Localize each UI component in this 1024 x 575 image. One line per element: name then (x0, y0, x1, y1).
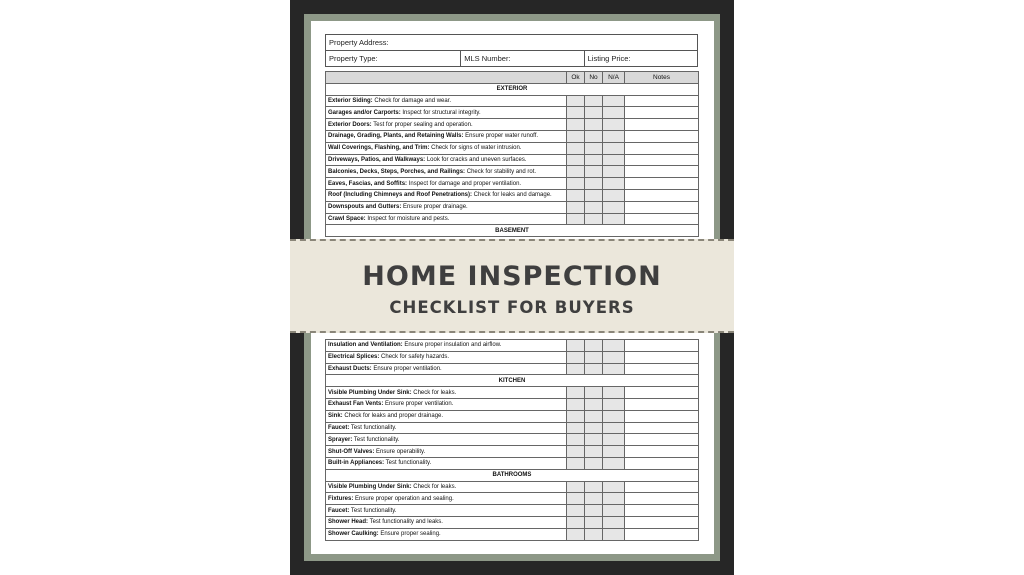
table-row (326, 213, 699, 225)
banner-subtitle: CHECKLIST FOR BUYERS (389, 298, 635, 317)
column-header-notes: Notes (625, 72, 699, 84)
item-description: Inspect for damage and proper ventilation. (407, 180, 522, 187)
checkbox-ok[interactable] (567, 130, 585, 142)
checklist-item (326, 130, 567, 142)
item-description: Test functionality. (384, 460, 432, 467)
checklist-item (326, 154, 567, 166)
checkbox-ok[interactable] (567, 434, 585, 446)
section-row (326, 225, 699, 237)
table-row (326, 516, 699, 528)
table-row (326, 178, 699, 190)
checklist-item (326, 410, 567, 422)
checklist-item (326, 189, 567, 201)
checklist-item (326, 446, 567, 458)
checklist-item (326, 119, 567, 131)
checkbox-na[interactable] (603, 516, 625, 528)
checkbox-na[interactable] (603, 446, 625, 458)
checklist-item (326, 95, 567, 107)
item-label: Exhaust Fan Vents: (328, 401, 384, 408)
checkbox-ok[interactable] (567, 178, 585, 190)
notes-cell[interactable] (625, 142, 699, 154)
checkbox-na[interactable] (603, 434, 625, 446)
checkbox-na[interactable] (603, 481, 625, 493)
table-row (326, 446, 699, 458)
item-label: Driveways, Patios, and Walkways: (328, 156, 426, 163)
checkbox-na[interactable] (603, 493, 625, 505)
notes-cell[interactable] (625, 434, 699, 446)
checkbox-ok[interactable] (567, 119, 585, 131)
item-label: Exterior Siding: (328, 97, 373, 104)
checkbox-na[interactable] (603, 410, 625, 422)
item-label: Shower Head: (328, 519, 369, 526)
notes-cell[interactable] (625, 178, 699, 190)
item-description: Ensure proper sealing. (378, 531, 441, 538)
notes-cell[interactable] (625, 457, 699, 469)
item-label: Faucet: (328, 424, 350, 431)
checklist-item (326, 351, 567, 363)
item-label: Drainage, Grading, Plants, and Retaining Walls: (328, 133, 464, 140)
checklist-item (326, 516, 567, 528)
checklist-item (326, 178, 567, 190)
notes-cell[interactable] (625, 340, 699, 352)
item-description: Ensure proper insulation and airflow. (402, 342, 502, 349)
checkbox-no[interactable] (585, 154, 603, 166)
section-row (326, 83, 699, 95)
checklist-table-top (325, 71, 699, 237)
notes-cell[interactable] (625, 351, 699, 363)
table-row (326, 142, 699, 154)
title-banner (290, 239, 734, 333)
checklist-item (326, 166, 567, 178)
property-address-label: Property Address: (329, 38, 389, 47)
item-label: Built-in Appliances: (328, 460, 385, 467)
checkbox-no[interactable] (585, 351, 603, 363)
checkbox-no[interactable] (585, 434, 603, 446)
notes-cell[interactable] (625, 154, 699, 166)
item-description: Test functionality. (349, 424, 397, 431)
checklist-item (326, 398, 567, 410)
checkbox-ok[interactable] (567, 154, 585, 166)
checklist-item (326, 340, 567, 352)
checklist-item (326, 213, 567, 225)
property-info-row (325, 50, 698, 67)
checkbox-no[interactable] (585, 363, 603, 375)
notes-cell[interactable] (625, 410, 699, 422)
property-type-label: Property Type: (326, 51, 461, 66)
notes-cell[interactable] (625, 398, 699, 410)
checkbox-ok[interactable] (567, 505, 585, 517)
checkbox-no[interactable] (585, 398, 603, 410)
mls-number-label: MLS Number: (461, 51, 584, 66)
table-row (326, 130, 699, 142)
item-label: Garages and/or Carports: (328, 109, 401, 116)
checkbox-ok[interactable] (567, 398, 585, 410)
checkbox-ok[interactable] (567, 166, 585, 178)
checkbox-no[interactable] (585, 178, 603, 190)
checklist-item (326, 481, 567, 493)
checklist-item (326, 505, 567, 517)
checkbox-no[interactable] (585, 95, 603, 107)
table-row (326, 481, 699, 493)
notes-cell[interactable] (625, 528, 699, 540)
checkbox-ok[interactable] (567, 481, 585, 493)
checkbox-no[interactable] (585, 422, 603, 434)
notes-cell[interactable] (625, 119, 699, 131)
checkbox-na[interactable] (603, 351, 625, 363)
item-label: Visible Plumbing Under Sink: (328, 389, 412, 396)
table-row (326, 201, 699, 213)
checkbox-ok[interactable] (567, 410, 585, 422)
checkbox-ok[interactable] (567, 457, 585, 469)
item-description: Test functionality. (352, 436, 400, 443)
checkbox-ok[interactable] (567, 95, 585, 107)
column-header-ok: Ok (567, 72, 585, 84)
item-description: Ensure proper operation and sealing. (353, 495, 454, 502)
table-row (326, 410, 699, 422)
checkbox-no[interactable] (585, 446, 603, 458)
item-label: Wall Coverings, Flashing, and Trim: (328, 145, 430, 152)
checkbox-ok[interactable] (567, 351, 585, 363)
checkbox-na[interactable] (603, 387, 625, 399)
checkbox-na[interactable] (603, 213, 625, 225)
checkbox-no[interactable] (585, 142, 603, 154)
item-description: Check for damage and wear. (372, 97, 452, 104)
section-row (326, 469, 699, 481)
item-label: Eaves, Fascias, and Soffits: (328, 180, 408, 187)
checkbox-na[interactable] (603, 178, 625, 190)
item-description: Ensure proper water runoff. (463, 133, 539, 140)
checkbox-na[interactable] (603, 505, 625, 517)
section-title: EXTERIOR (326, 83, 699, 95)
notes-cell[interactable] (625, 493, 699, 505)
table-row (326, 363, 699, 375)
table-row (326, 189, 699, 201)
item-description: Ensure proper ventilation. (371, 365, 442, 372)
checkbox-na[interactable] (603, 201, 625, 213)
notes-cell[interactable] (625, 387, 699, 399)
notes-cell[interactable] (625, 446, 699, 458)
checkbox-na[interactable] (603, 95, 625, 107)
table-row (326, 398, 699, 410)
checkbox-na[interactable] (603, 154, 625, 166)
item-description: Inspect for moisture and pests. (365, 215, 450, 222)
checkbox-ok[interactable] (567, 493, 585, 505)
item-description: Look for cracks and uneven surfaces. (425, 156, 527, 163)
item-label: Exterior Doors: (328, 121, 372, 128)
item-description: Test for proper sealing and operation. (371, 121, 473, 128)
table-row (326, 95, 699, 107)
checkbox-no[interactable] (585, 528, 603, 540)
table-row (326, 528, 699, 540)
checkbox-no[interactable] (585, 516, 603, 528)
checkbox-ok[interactable] (567, 142, 585, 154)
address-row (325, 34, 698, 50)
checklist-item (326, 387, 567, 399)
checklist-item (326, 493, 567, 505)
checkbox-ok[interactable] (567, 446, 585, 458)
checkbox-ok[interactable] (567, 422, 585, 434)
item-description: Test functionality and leaks. (368, 519, 443, 526)
checkbox-no[interactable] (585, 340, 603, 352)
checklist-table-bottom (325, 339, 699, 541)
table-row (326, 505, 699, 517)
checkbox-no[interactable] (585, 410, 603, 422)
item-description: Check for leaks and damage. (472, 192, 552, 199)
table-row (326, 340, 699, 352)
checkbox-na[interactable] (603, 142, 625, 154)
checkbox-no[interactable] (585, 493, 603, 505)
notes-cell[interactable] (625, 130, 699, 142)
item-description: Check for stability and rot. (465, 168, 537, 175)
checkbox-ok[interactable] (567, 107, 585, 119)
item-description: Inspect for structural integrity. (400, 109, 481, 116)
item-label: Balconies, Decks, Steps, Porches, and Railings: (328, 168, 466, 175)
checkbox-ok[interactable] (567, 528, 585, 540)
item-description: Ensure operability. (374, 448, 426, 455)
checkbox-na[interactable] (603, 166, 625, 178)
checklist-item (326, 142, 567, 154)
checklist-item (326, 201, 567, 213)
checkbox-ok[interactable] (567, 340, 585, 352)
checkbox-ok[interactable] (567, 189, 585, 201)
table-row (326, 119, 699, 131)
table-row (326, 387, 699, 399)
checkbox-no[interactable] (585, 387, 603, 399)
notes-cell[interactable] (625, 213, 699, 225)
checkbox-no[interactable] (585, 166, 603, 178)
checkbox-no[interactable] (585, 505, 603, 517)
item-label: Shut-Off Valves: (328, 448, 375, 455)
item-label: Sink: (328, 413, 343, 420)
checkbox-na[interactable] (603, 457, 625, 469)
section-title: BATHROOMS (326, 469, 699, 481)
checkbox-na[interactable] (603, 398, 625, 410)
table-row (326, 154, 699, 166)
notes-cell[interactable] (625, 516, 699, 528)
column-header-na: N/A (603, 72, 625, 84)
table-row (326, 457, 699, 469)
item-label: Roof (Including Chimneys and Roof Penetrations): (328, 192, 472, 199)
notes-cell[interactable] (625, 505, 699, 517)
item-description: Check for safety hazards. (379, 354, 450, 361)
notes-cell[interactable] (625, 95, 699, 107)
checklist-item (326, 457, 567, 469)
checkbox-no[interactable] (585, 107, 603, 119)
banner-title: HOME INSPECTION (362, 261, 662, 292)
item-label: Insulation and Ventilation: (328, 342, 403, 349)
notes-cell[interactable] (625, 481, 699, 493)
item-description: Ensure proper ventilation. (383, 401, 454, 408)
section-row (326, 375, 699, 387)
item-label: Electrical Splices: (328, 354, 380, 361)
checkbox-no[interactable] (585, 130, 603, 142)
listing-price-label: Listing Price: (587, 54, 631, 63)
item-column-header (326, 72, 567, 84)
item-description: Ensure proper drainage. (401, 204, 468, 211)
notes-cell[interactable] (625, 363, 699, 375)
item-description: Test functionality. (349, 507, 397, 514)
checkbox-ok[interactable] (567, 213, 585, 225)
checkbox-na[interactable] (603, 340, 625, 352)
table-row (326, 107, 699, 119)
checklist-item (326, 107, 567, 119)
notes-cell[interactable] (625, 189, 699, 201)
checkbox-no[interactable] (585, 481, 603, 493)
notes-cell[interactable] (625, 422, 699, 434)
notes-cell[interactable] (625, 166, 699, 178)
checkbox-na[interactable] (603, 119, 625, 131)
column-header-no: No (585, 72, 603, 84)
section-title: BASEMENT (326, 225, 699, 237)
checkbox-no[interactable] (585, 213, 603, 225)
item-label: Visible Plumbing Under Sink: (328, 483, 412, 490)
item-label: Fixtures: (328, 495, 354, 502)
item-label: Exhaust Ducts: (328, 365, 372, 372)
item-description: Check for leaks and proper drainage. (342, 413, 444, 420)
checkbox-ok[interactable] (567, 387, 585, 399)
item-label: Downspouts and Gutters: (328, 204, 402, 211)
table-row (326, 493, 699, 505)
checkbox-na[interactable] (603, 363, 625, 375)
checklist-item (326, 528, 567, 540)
item-label: Faucet: (328, 507, 350, 514)
checkbox-na[interactable] (603, 107, 625, 119)
checklist-item (326, 434, 567, 446)
item-label: Crawl Space: (328, 215, 366, 222)
table-row (326, 422, 699, 434)
table-row (326, 351, 699, 363)
section-title: KITCHEN (326, 375, 699, 387)
checkbox-no[interactable] (585, 201, 603, 213)
checkbox-ok[interactable] (567, 363, 585, 375)
checkbox-no[interactable] (585, 119, 603, 131)
checklist-item (326, 363, 567, 375)
item-label: Sprayer: (328, 436, 353, 443)
item-label: Shower Caulking: (328, 531, 379, 538)
item-description: Check for leaks. (411, 389, 457, 396)
notes-cell[interactable] (625, 107, 699, 119)
checkbox-na[interactable] (603, 189, 625, 201)
item-description: Check for leaks. (411, 483, 457, 490)
notes-cell[interactable] (625, 201, 699, 213)
checklist-item (326, 422, 567, 434)
checkbox-na[interactable] (603, 130, 625, 142)
table-row (326, 434, 699, 446)
checkbox-na[interactable] (603, 528, 625, 540)
checkbox-ok[interactable] (567, 201, 585, 213)
table-header-row (326, 72, 699, 84)
checkbox-no[interactable] (585, 189, 603, 201)
table-row (326, 166, 699, 178)
checkbox-ok[interactable] (567, 516, 585, 528)
item-description: Check for signs of water intrusion. (429, 145, 522, 152)
checkbox-na[interactable] (603, 422, 625, 434)
checkbox-no[interactable] (585, 457, 603, 469)
